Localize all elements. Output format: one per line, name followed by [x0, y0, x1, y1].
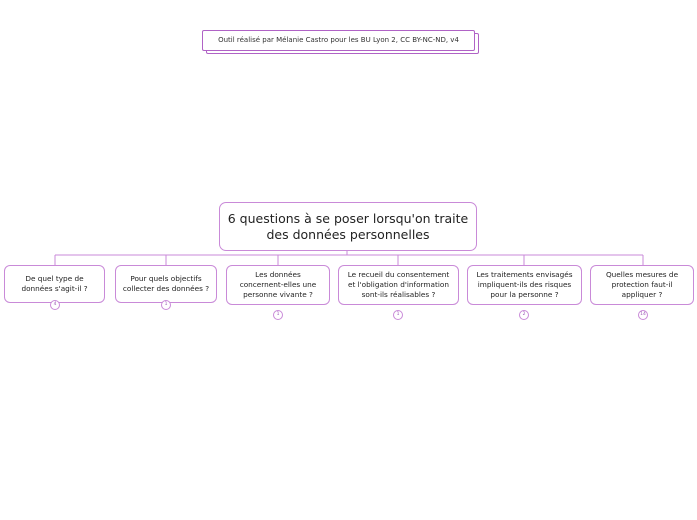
topic-protection-count-badge[interactable]: 14 — [638, 310, 648, 320]
topic-living-person[interactable]: Les données concernent-elles une personne vivante ? — [226, 265, 330, 305]
topic-risks[interactable]: Les traitements envisagés impliquent-ils des risques pour la personne ? — [467, 265, 582, 305]
topic-living-person-count-badge[interactable]: 1 — [273, 310, 283, 320]
root-topic[interactable]: 6 questions à se poser lorsqu'on traite des données personnelles — [219, 202, 477, 251]
credit-text: Outil réalisé par Mélanie Castro pour les BU Lyon 2, CC BY-NC-ND, v4 — [202, 30, 475, 51]
topic-data-type[interactable]: De quel type de données s'agit-il ? — [4, 265, 105, 303]
topic-protection[interactable]: Quelles mesures de protection faut-il appliquer ? — [590, 265, 694, 305]
topic-consent[interactable]: Le recueil du consentement et l'obligation d'information sont-ils réalisables ? — [338, 265, 459, 305]
topic-objectives-count-badge[interactable]: 1 — [161, 300, 171, 310]
topic-data-type-count-badge[interactable]: 4 — [50, 300, 60, 310]
topic-objectives[interactable]: Pour quels objectifs collecter des données ? — [115, 265, 217, 303]
topic-risks-count-badge[interactable]: 2 — [519, 310, 529, 320]
topic-consent-count-badge[interactable]: 1 — [393, 310, 403, 320]
